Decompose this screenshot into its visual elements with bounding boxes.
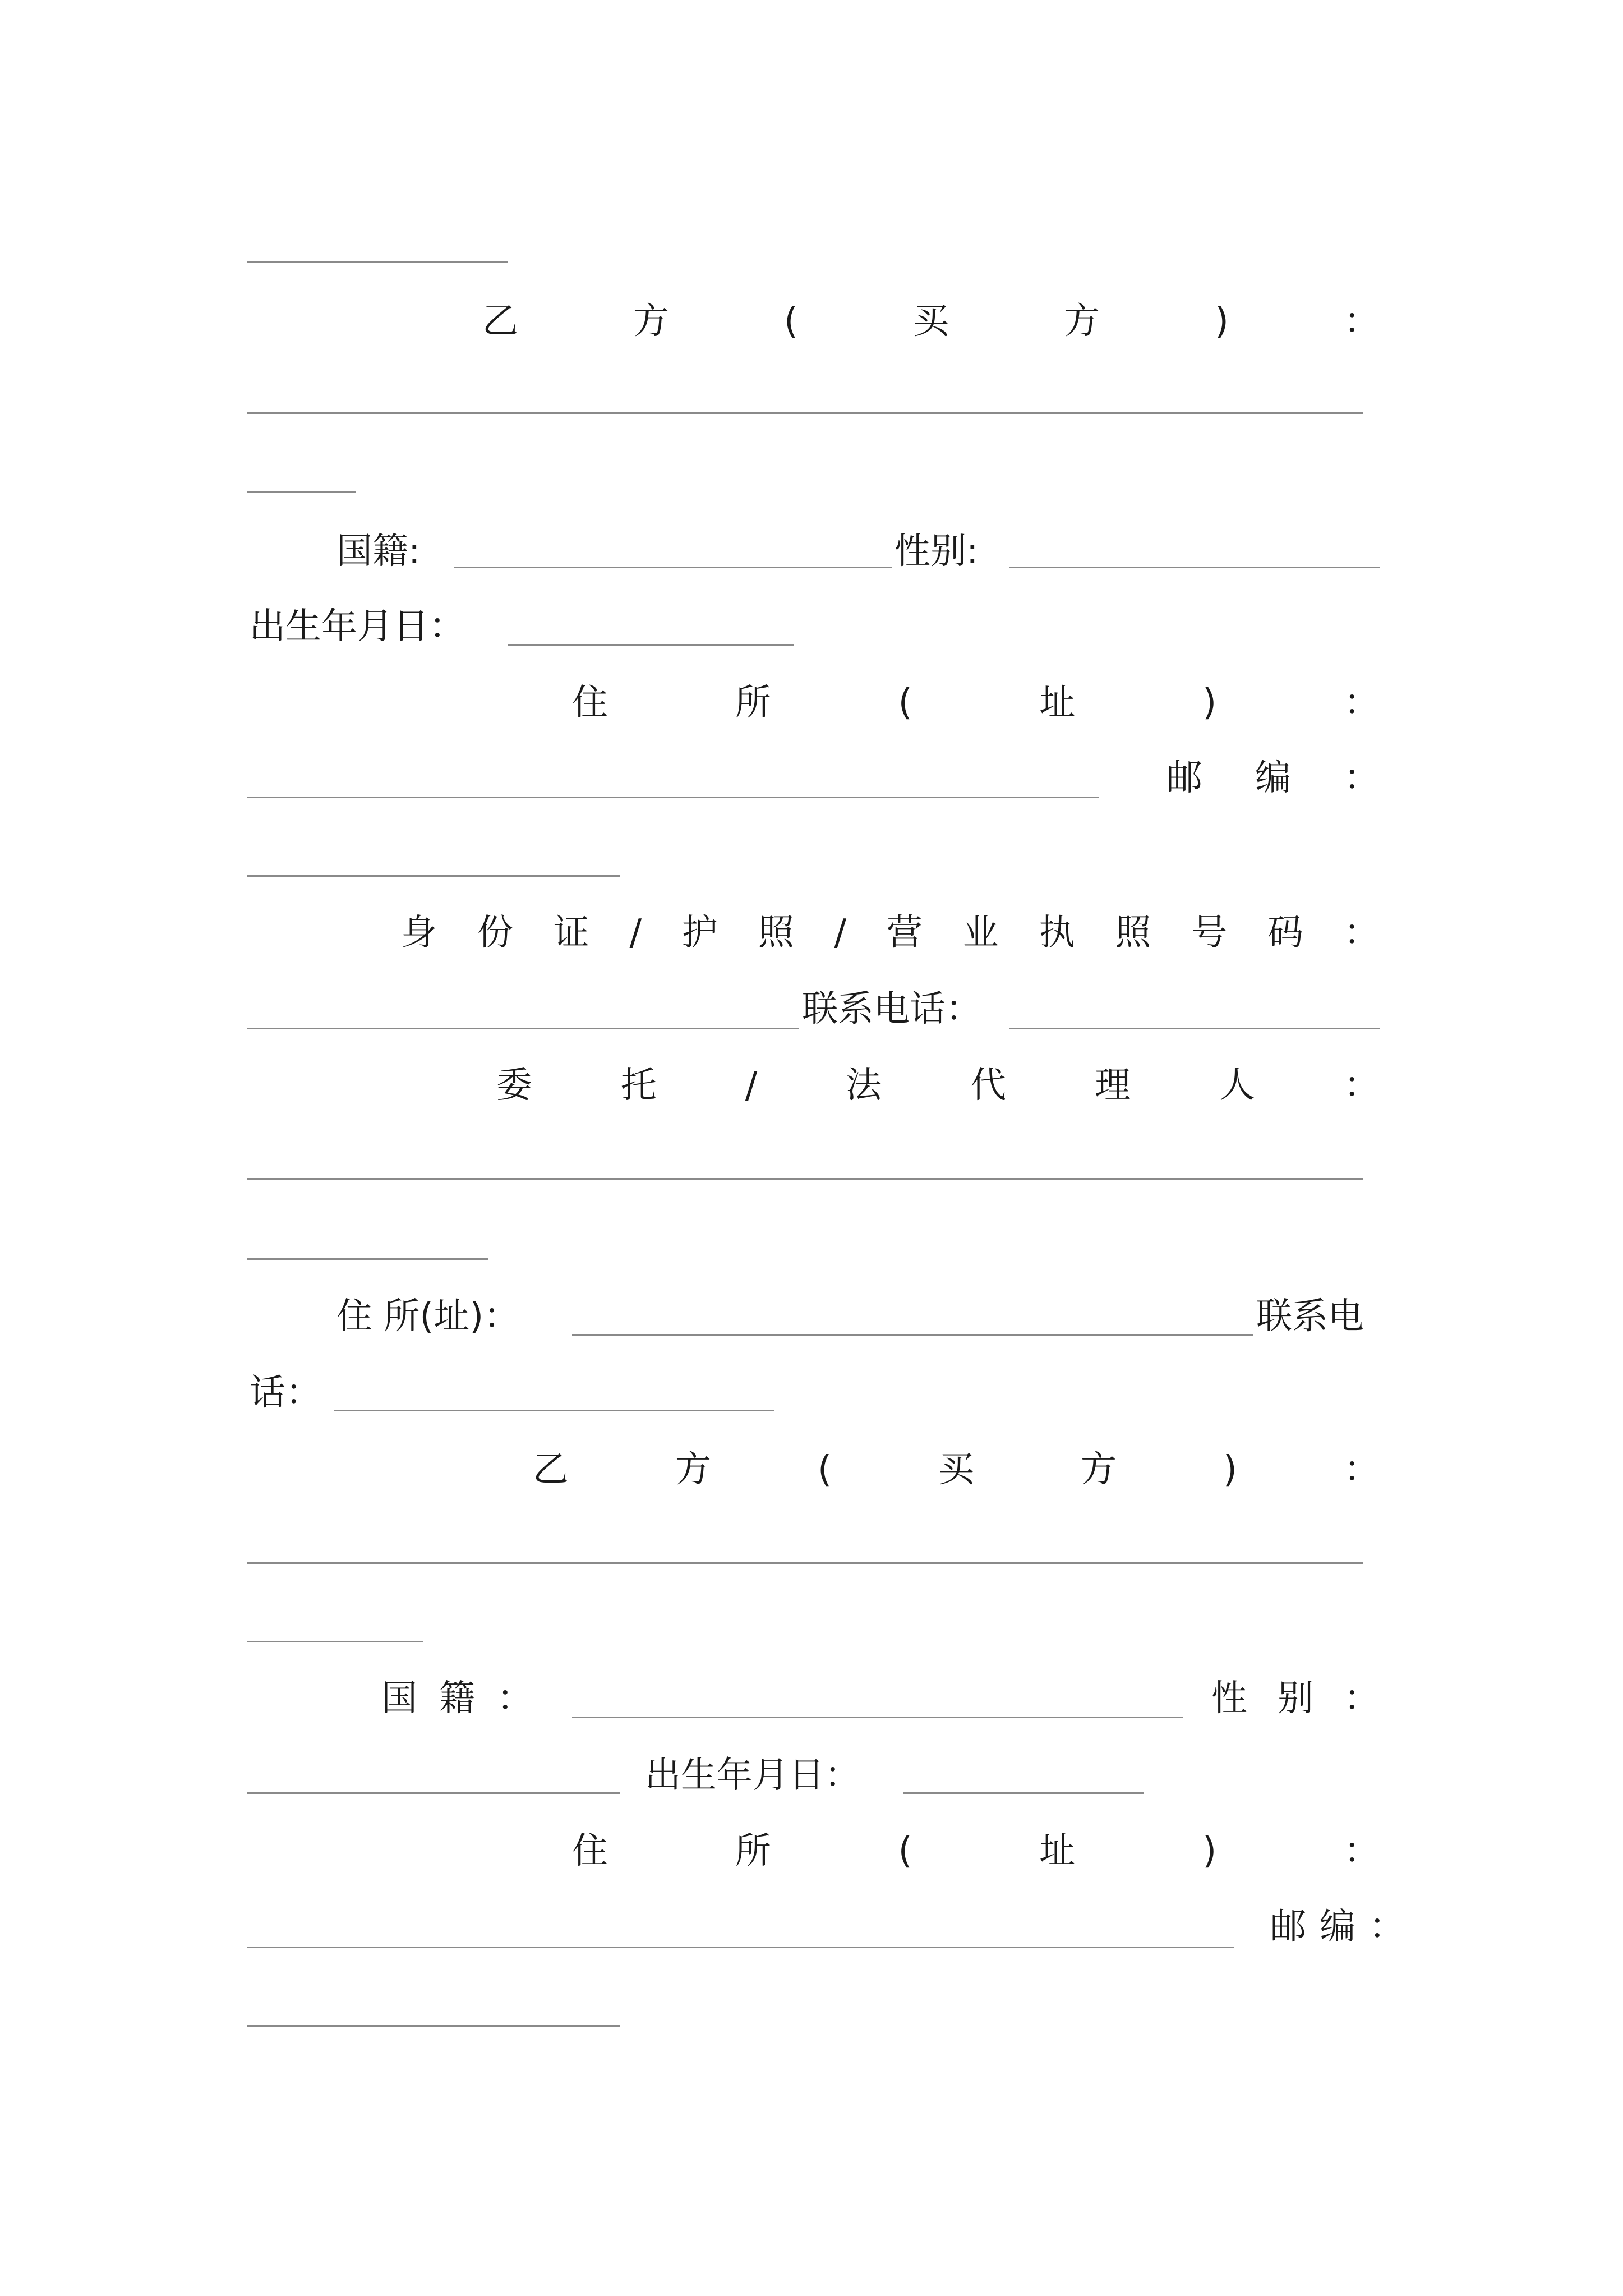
id-char: 照 (758, 912, 794, 954)
address-label-row (572, 683, 1380, 723)
id-char: 执 (1039, 912, 1075, 954)
gender-char: 别 (1278, 1678, 1313, 1719)
heading-char: ( (818, 1449, 832, 1490)
name-blank-line (247, 412, 1363, 414)
agent-char: 托 (620, 1065, 657, 1106)
id-char: 份 (477, 912, 513, 954)
postcode-char: 编 (1255, 757, 1291, 799)
birthdate-input-line[interactable] (508, 644, 794, 646)
address-char: 所 (735, 1830, 771, 1872)
gender-char: 性 (1211, 1678, 1247, 1719)
agent-char: 法 (846, 1065, 882, 1106)
agent-input-line[interactable] (247, 1178, 1363, 1180)
birthdate-label-2: 出生年月日： (645, 1755, 860, 1796)
id-char: / (834, 912, 847, 954)
birthdate-input-line-2[interactable] (903, 1792, 1144, 1794)
postcode-char: 邮 (1166, 757, 1202, 799)
heading-char: ( (784, 301, 798, 342)
heading-char: 乙 (482, 301, 518, 342)
address-char: ( (898, 1830, 912, 1872)
postcode-char: 编 (1320, 1906, 1355, 1948)
heading-char: 方 (1063, 301, 1100, 342)
agent-char: 人 (1219, 1065, 1255, 1106)
address-label-row-2 (572, 1832, 1380, 1871)
blank-line-top (247, 261, 508, 263)
nationality-char: 籍 (439, 1678, 475, 1719)
agent-char: / (745, 1065, 758, 1106)
id-char: 业 (962, 912, 999, 954)
agent-address-label: 住 所(址)： (336, 1296, 520, 1337)
heading-char: ： (1343, 1449, 1380, 1490)
agent-input-line-cont[interactable] (247, 1258, 488, 1260)
postcode-input-line-2[interactable] (247, 2025, 620, 2027)
postcode-label-row (1166, 758, 1380, 798)
id-label-row (401, 913, 1380, 953)
phone-label: 联系电话： (802, 988, 981, 1030)
nationality-label-row-2 (381, 1679, 533, 1718)
nationality-input-line[interactable] (454, 567, 892, 568)
address-char: ( (898, 682, 912, 724)
gender-label-row-2 (1211, 1679, 1380, 1718)
agent-phone-input-line[interactable] (334, 1410, 774, 1411)
id-char: 身 (401, 912, 437, 954)
gender-char: ： (1344, 1678, 1380, 1719)
postcode-input-line[interactable] (247, 875, 620, 877)
agent-phone-label-a: 联系电 (1256, 1296, 1364, 1337)
id-char: / (629, 912, 642, 954)
address-char: 住 (572, 1830, 608, 1872)
id-char: 护 (681, 912, 718, 954)
address-char: ： (1344, 682, 1380, 724)
address-char: ) (1202, 1830, 1217, 1872)
section2-heading (533, 1450, 1380, 1489)
section1-heading (482, 302, 1380, 341)
gender-input-line-2[interactable] (247, 1792, 620, 1794)
agent-char: 代 (970, 1065, 1007, 1106)
heading-char: 方 (633, 301, 669, 342)
heading-char: 乙 (533, 1449, 569, 1490)
heading-char: 买 (912, 301, 949, 342)
heading-char: ) (1223, 1449, 1237, 1490)
id-char: 营 (886, 912, 923, 954)
agent-phone-label-b: 话： (250, 1372, 321, 1414)
gender-label: 性别: (895, 531, 979, 572)
birthdate-label: 出生年月日： (250, 606, 465, 647)
address-char: 所 (735, 682, 771, 724)
heading-char: ) (1214, 301, 1229, 342)
heading-char: ： (1343, 301, 1380, 342)
address-char: ： (1344, 1830, 1380, 1872)
heading-char: 买 (938, 1449, 974, 1490)
address-char: 址 (1039, 1830, 1076, 1872)
gender-input-line[interactable] (1009, 567, 1380, 568)
address-char: 址 (1039, 682, 1076, 724)
address-input-line-2[interactable] (247, 1947, 1234, 1948)
agent-address-input-line[interactable] (572, 1334, 1253, 1336)
nationality-char: ： (497, 1678, 533, 1719)
nationality-label: 国籍: (336, 531, 421, 572)
agent-label-row (496, 1066, 1380, 1105)
nationality-char: 国 (381, 1678, 417, 1719)
id-char: 证 (553, 912, 589, 954)
name-blank-line-cont (247, 491, 356, 493)
address-char: 住 (572, 682, 608, 724)
heading-char: 方 (675, 1449, 711, 1490)
postcode-char: 邮 (1270, 1906, 1306, 1948)
nationality-input-line-2[interactable] (572, 1717, 1183, 1718)
heading-char: 方 (1080, 1449, 1117, 1490)
agent-char: 委 (496, 1065, 532, 1106)
address-char: ) (1202, 682, 1217, 724)
postcode-char: ： (1369, 1906, 1405, 1948)
agent-char: 理 (1095, 1065, 1131, 1106)
id-input-line[interactable] (247, 1028, 799, 1029)
agent-char: ： (1343, 1065, 1380, 1106)
id-char: 号 (1191, 912, 1228, 954)
id-char: ： (1343, 912, 1380, 954)
postcode-label-row-2 (1270, 1907, 1405, 1947)
id-char: 照 (1115, 912, 1151, 954)
address-input-line[interactable] (247, 797, 1099, 798)
name-blank-line-2[interactable] (247, 1562, 1363, 1564)
phone-input-line[interactable] (1009, 1028, 1380, 1029)
id-char: 码 (1267, 912, 1304, 954)
postcode-char: ： (1344, 757, 1380, 799)
name-blank-line-2-cont[interactable] (247, 1641, 423, 1642)
